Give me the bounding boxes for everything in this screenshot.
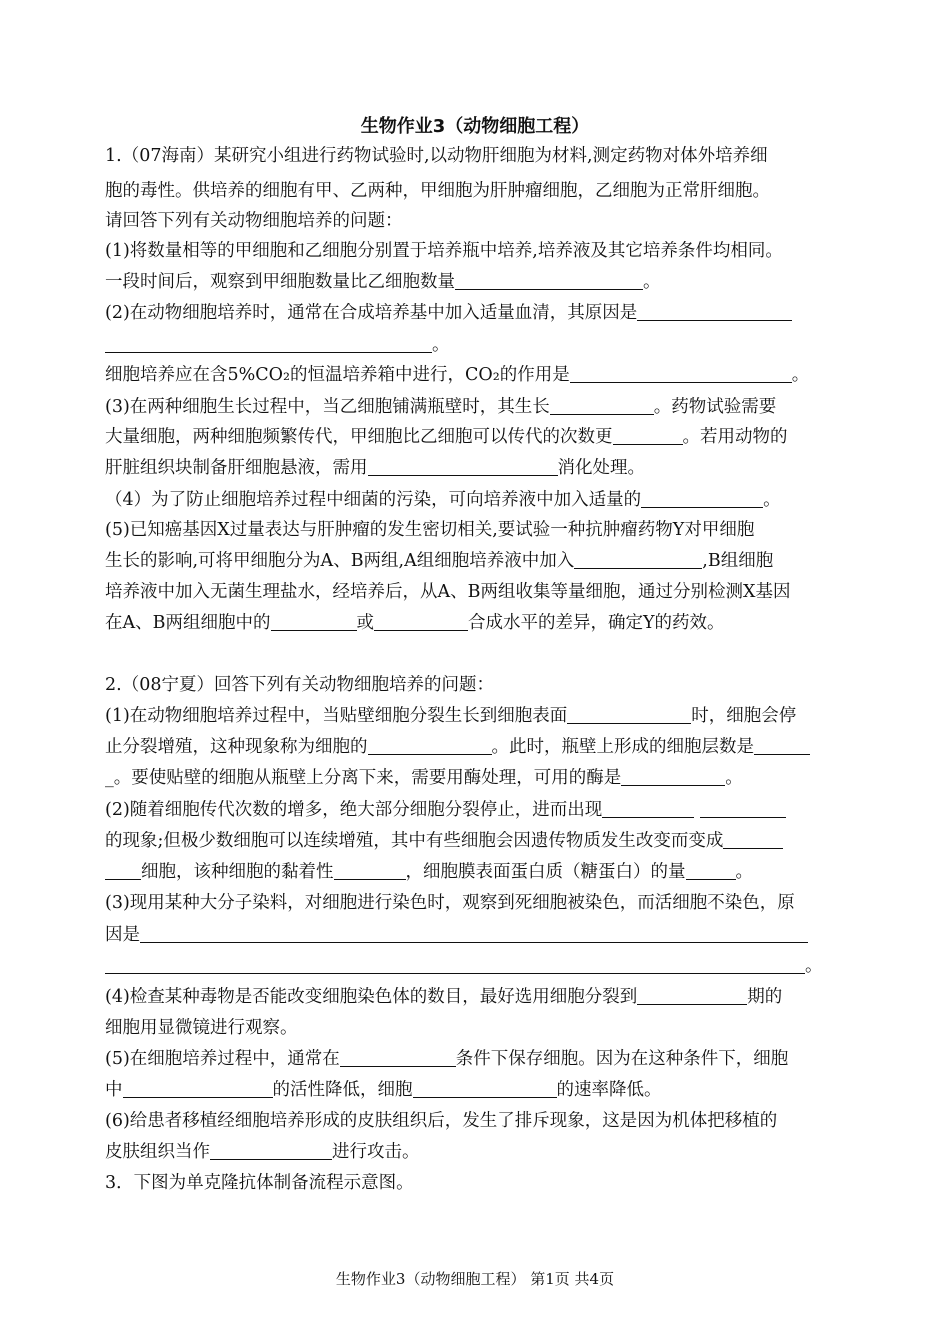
text: 的现象;但极少数细胞可以连续增殖，其中有些细胞会因遗传物质发生改变而变成 — [105, 831, 724, 851]
text: 。 — [725, 768, 743, 788]
text: (5)在细胞培养过程中，通常在 — [105, 1049, 340, 1069]
text: 细胞培养应在含5%CO₂的恒温培养箱中进行，CO₂的作用是 — [105, 365, 570, 385]
q1-line-10 — [105, 425, 788, 449]
q2-line-16 — [105, 1140, 420, 1164]
text: (1)在动物细胞培养过程中，当贴壁细胞分裂生长到细胞表面 — [105, 706, 568, 726]
text: 合成水平的差异，确定Y的药效。 — [468, 613, 725, 633]
text: 。 — [791, 365, 810, 385]
text: 进行攻击。 — [332, 1142, 420, 1162]
page-title: 生物作业3（动物细胞工程） — [360, 116, 590, 137]
text: 。药物试验需要 — [653, 397, 777, 417]
q1-line-8 — [105, 363, 809, 387]
text: 的速率降低。 — [556, 1080, 662, 1100]
q2-line-3 — [105, 735, 810, 759]
text: 或 — [356, 613, 374, 633]
text: ，细胞膜表面蛋白质（糖蛋白）的量 — [405, 862, 686, 882]
answer-blank[interactable] — [621, 767, 725, 786]
text: 。 — [805, 956, 823, 976]
q2-line-15: (6)给患者移植经细胞培养形成的皮肤组织后，发生了排斥现象，这是因为机体把移植的 — [105, 1111, 778, 1131]
answer-blank[interactable] — [105, 334, 432, 353]
text: 中 — [105, 1080, 123, 1100]
answer-blank[interactable] — [210, 1141, 332, 1160]
q2-line-10 — [105, 954, 823, 978]
text: 。 — [763, 490, 781, 510]
text: 消化处理。 — [557, 458, 645, 478]
q1-line-9 — [105, 395, 776, 419]
answer-blank[interactable] — [602, 799, 694, 818]
text: 细胞，该种细胞的黏着性 — [141, 862, 334, 882]
q2-line-12: 细胞用显微镜进行观察。 — [105, 1018, 298, 1038]
text: ,B组细胞 — [702, 551, 774, 571]
q2-line-9 — [105, 923, 808, 947]
q1-line-7 — [105, 333, 450, 357]
answer-blank[interactable] — [455, 271, 643, 290]
text: 时，细胞会停 — [691, 706, 797, 726]
answer-blank[interactable] — [570, 364, 792, 383]
text: 肝脏组织块制备肝细胞悬液，需用 — [105, 458, 368, 478]
answer-blank[interactable] — [105, 955, 805, 974]
q1-line-2: 胞的毒性。供培养的细胞有甲、乙两种，甲细胞为肝肿瘤细胞，乙细胞为正常肝细胞。 — [105, 181, 770, 201]
text: 在A、B两组细胞中的 — [105, 613, 271, 633]
answer-blank[interactable] — [637, 302, 792, 321]
text: 因是 — [105, 925, 140, 945]
answer-blank[interactable] — [700, 799, 786, 818]
answer-blank[interactable] — [641, 489, 763, 508]
text: 大量细胞，两种细胞频繁传代，甲细胞比乙细胞可以传代的次数更 — [105, 427, 613, 447]
answer-blank[interactable] — [140, 924, 808, 943]
answer-blank[interactable] — [368, 736, 492, 755]
answer-blank[interactable] — [413, 1079, 557, 1098]
text: 条件下保存细胞。因为在这种条件下，细胞 — [455, 1049, 789, 1069]
answer-blank[interactable] — [567, 705, 691, 724]
answer-blank[interactable] — [123, 1079, 273, 1098]
text: 生长的影响,可将甲细胞分为A、B两组,A组细胞培养液中加入 — [105, 551, 575, 571]
answer-blank[interactable] — [105, 861, 141, 880]
text: (2)在动物细胞培养时，通常在合成培养基中加入适量血清，其原因是 — [105, 303, 638, 323]
text: 一段时间后，观察到甲细胞数量比乙细胞数量 — [105, 272, 455, 292]
answer-blank[interactable] — [723, 830, 783, 849]
q2-line-11 — [105, 985, 782, 1009]
answer-blank[interactable] — [368, 457, 558, 476]
text: 。此时，瓶壁上形成的细胞层数是 — [491, 737, 754, 757]
answer-blank[interactable] — [754, 736, 810, 755]
answer-blank[interactable] — [271, 612, 357, 631]
text: 。 — [643, 272, 661, 292]
answer-blank[interactable] — [574, 550, 702, 569]
q2-line-5 — [105, 798, 786, 822]
q2-line-8: (3)现用某种大分子染料，对细胞进行染色时，观察到死细胞被染色，而活细胞不染色，原 — [105, 893, 795, 913]
q1-line-3: 请回答下列有关动物细胞培养的问题： — [105, 211, 403, 231]
q2-line-13 — [105, 1047, 788, 1071]
answer-blank[interactable] — [686, 861, 736, 880]
q2-line-6 — [105, 829, 783, 853]
q1-line-1: 1.（07海南）某研究小组进行药物试验时,以动物肝细胞为材料,测定药物对体外培养细 — [105, 146, 768, 166]
page-footer: 生物作业3（动物细胞工程） 第1页 共4页 — [335, 1270, 615, 1288]
text: 皮肤组织当作 — [105, 1142, 210, 1162]
answer-blank[interactable] — [334, 861, 406, 880]
text: 期的 — [747, 987, 783, 1007]
answer-blank[interactable] — [637, 986, 747, 1005]
q2-line-14 — [105, 1078, 662, 1102]
q3-line-1: 3．下图为单克隆抗体制备流程示意图。 — [105, 1173, 414, 1193]
text: 。若用动物的 — [682, 427, 788, 447]
answer-blank[interactable] — [613, 426, 683, 445]
q1-line-5 — [105, 270, 661, 294]
q1-line-14 — [105, 549, 773, 573]
q1-line-4: (1)将数量相等的甲细胞和乙细胞分别置于培养瓶中培养,培养液及其它培养条件均相同。 — [105, 241, 783, 261]
q2-line-1: 2.（08宁夏）回答下列有关动物细胞培养的问题： — [105, 675, 494, 695]
text: 。 — [735, 862, 753, 882]
text: (3)在两种细胞生长过程中，当乙细胞铺满瓶壁时，其生长 — [105, 397, 550, 417]
text: (2)随着细胞传代次数的增多，绝大部分细胞分裂停止，进而出现 — [105, 800, 603, 820]
q1-line-6 — [105, 301, 792, 325]
answer-blank[interactable] — [340, 1048, 456, 1067]
q2-line-7 — [105, 860, 753, 884]
text: (4)检查某种毒物是否能改变细胞染色体的数目，最好选用细胞分裂到 — [105, 987, 638, 1007]
q1-line-16 — [105, 611, 725, 635]
text: 。 — [432, 335, 450, 355]
text: 的活性降低，细胞 — [272, 1080, 413, 1100]
text: （4）为了防止细胞培养过程中细菌的污染，可向培养液中加入适量的 — [105, 490, 642, 510]
q2-line-4 — [105, 766, 743, 790]
answer-blank[interactable] — [550, 396, 654, 415]
q1-line-11 — [105, 456, 645, 480]
text: 止分裂增殖，这种现象称为细胞的 — [105, 737, 368, 757]
q1-line-15: 培养液中加入无菌生理盐水，经培养后，从A、B两组收集等量细胞，通过分别检测X基因 — [105, 582, 791, 602]
answer-blank[interactable] — [374, 612, 468, 631]
q2-line-2 — [105, 704, 796, 728]
q1-line-13: (5)已知癌基因X过量表达与肝肿瘤的发生密切相关,要试验一种抗肿瘤药物Y对甲细胞 — [105, 520, 755, 540]
text: _。要使贴壁的细胞从瓶壁上分离下来，需要用酶处理，可用的酶是 — [105, 768, 622, 788]
q1-line-12 — [105, 488, 781, 512]
